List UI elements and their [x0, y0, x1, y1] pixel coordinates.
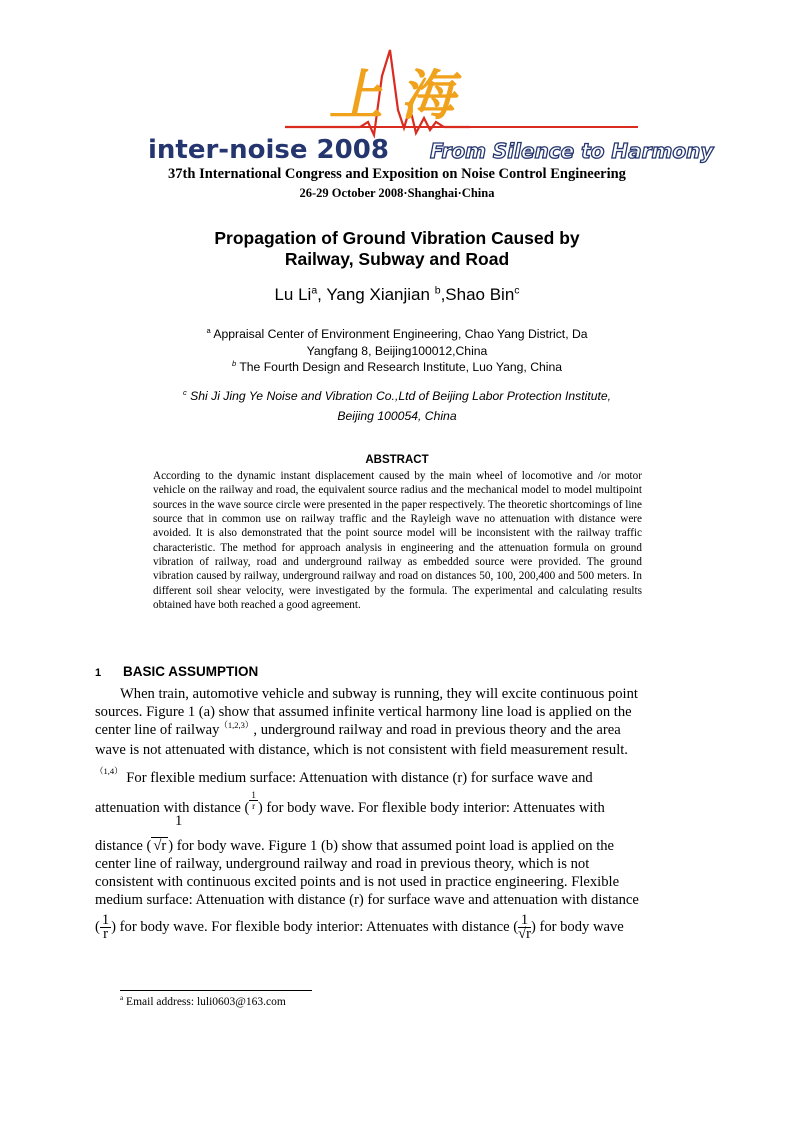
- section-heading: [95, 664, 258, 679]
- congress-dates: 26-29 October 2008·Shanghai·China: [299, 186, 495, 200]
- fraction-1-over-r: [100, 914, 111, 941]
- footnote-rule: [120, 990, 312, 991]
- footnote-sup: a: [120, 994, 124, 1003]
- body-text: ) for body wave. For flexible body interior: Attenuates with distance (: [111, 918, 519, 935]
- paper-title: [0, 228, 794, 270]
- frac-num: 1: [251, 790, 256, 800]
- frac-num: 1: [101, 912, 110, 928]
- frac-den: r: [103, 926, 108, 942]
- fraction-1-over-sqrt-r: [173, 815, 184, 828]
- author-sup: c: [514, 284, 520, 297]
- footnote-text: Email address: luli0603@163.com: [126, 996, 286, 1008]
- author-name: Shao Bin: [445, 285, 515, 304]
- conference-logo: [140, 38, 714, 166]
- author-sup: a: [311, 284, 318, 297]
- body-line: [95, 837, 698, 855]
- affiliation-b: [0, 359, 794, 376]
- author-name: Yang Xianjian: [326, 285, 430, 304]
- author-list: Lu Li$^a$, Yang Xianjian $^b$,Shao Bin$^c$: [274, 284, 520, 304]
- affiliation-text: Yangfang 8, Beijing100012,China: [306, 343, 488, 358]
- frac-num: 1: [175, 813, 183, 830]
- body-text: distance (: [95, 838, 152, 854]
- body-line: sources. Figure 1 (a) show that assumed infinite vertical harmony line load is applied on the: [95, 704, 632, 720]
- citation: （1,4）: [95, 766, 123, 776]
- affiliation-a: [0, 326, 794, 359]
- affiliation-text: The Fourth Design and Research Institute, Luo Yang, China: [239, 360, 563, 374]
- sqrt-r: √r: [153, 838, 167, 854]
- body-line: [95, 812, 698, 830]
- body-line: wave is not attenuated with distance, which is not consistent with field measurement result.: [95, 742, 628, 758]
- abstract-body: According to the dynamic instant displacement caused by the main wheel of locomotive and /or motor vehicle on the railway and road, the equivalent source radius and the mechanical model to model multipoint sources in the wave source circle were presented in the paper respectively. The theoretic shortcomings of line source that in common use on railway traffic and the Rayleigh wave no attenuation with distance were avoided. It is also demonstrated that the point source model will be inconsistent with the railway traffic characteristic. The method for approach analysis in engineering and the attenuation formula on ground vibration of railway, road and underground railway as embedded source were provided. The ground vibration caused by railway, underground railway and road on distances 50, 100, 200,400 and 500 meters. In different soil shear velocity, were investigated by the formula. The experimental and calculating results obtained have both reached a good agreement.: [153, 470, 642, 612]
- paper-title-line1: Propagation of Ground Vibration Caused by: [214, 228, 580, 248]
- logo-slogan: From Silence to Harmony: [430, 139, 714, 163]
- logo-main-text: inter-noise 2008: [148, 135, 389, 165]
- body-text: ) for body wave. Figure 1 (b) show that assumed point load is applied on the: [168, 838, 615, 854]
- body-line: consistent with continuous excited points and is not used in practice engineering. Flexible: [95, 874, 620, 890]
- affiliation-text: Shi Ji Jing Ye Noise and Vibration Co.,Ltd of Beijing Labor Protection Institute,: [190, 389, 612, 403]
- body-text: , underground railway and road in previous theory and the area: [253, 722, 621, 738]
- body-text: ) for body wave. For flexible body interior: Attenuates with: [257, 800, 605, 816]
- frac-num: 1: [518, 914, 531, 928]
- abstract-heading: ABSTRACT: [365, 454, 429, 466]
- frac-den: √r: [518, 926, 531, 942]
- body-text: For flexible medium surface: Attenuation with distance (r) for surface wave and: [126, 770, 593, 786]
- body-text: attenuation with distance (: [95, 800, 250, 816]
- affiliation-text: Appraisal Center of Environment Engineering, Chao Yang District, Da: [213, 327, 588, 341]
- author-name: Lu Li: [274, 285, 312, 304]
- paper-title-line2: Railway, Subway and Road: [284, 249, 510, 269]
- congress-title: 37th International Congress and Exposition on Noise Control Engineering: [168, 166, 626, 182]
- body-text: (: [95, 918, 100, 935]
- body-line: medium surface: Attenuation with distance (r) for surface wave and attenuation with distance: [95, 892, 639, 908]
- body-text: ) for body wave: [530, 918, 624, 935]
- fraction-1-over-sqrt-r: [518, 914, 531, 941]
- body-line: [120, 685, 698, 703]
- frac-den: r: [252, 801, 256, 811]
- body-line: center line of railway, underground railway and road in previous theory, which is not: [95, 856, 590, 872]
- body-line: [95, 762, 698, 787]
- body-text: When train, automotive vehicle and subway is running, they will excite continuous point: [120, 686, 638, 702]
- section-number: 1: [95, 667, 102, 679]
- body-line: [95, 914, 698, 941]
- affiliation-text: Beijing 100054, China: [337, 409, 457, 423]
- body-text: center line of railway: [95, 722, 220, 738]
- affiliation-sup: c: [182, 387, 187, 397]
- logo-chinese-characters: 上海: [326, 63, 484, 127]
- body-line: [95, 721, 698, 739]
- author-sup: b: [434, 284, 441, 297]
- affiliation-sup: b: [231, 358, 237, 368]
- footnote: [120, 996, 286, 1008]
- citation: （1,2,3）: [219, 720, 254, 731]
- fraction-1-over-r: [249, 790, 258, 811]
- affiliation-sup: a: [206, 325, 211, 335]
- section-title: BASIC ASSUMPTION: [123, 664, 259, 679]
- affiliation-c: [0, 386, 794, 426]
